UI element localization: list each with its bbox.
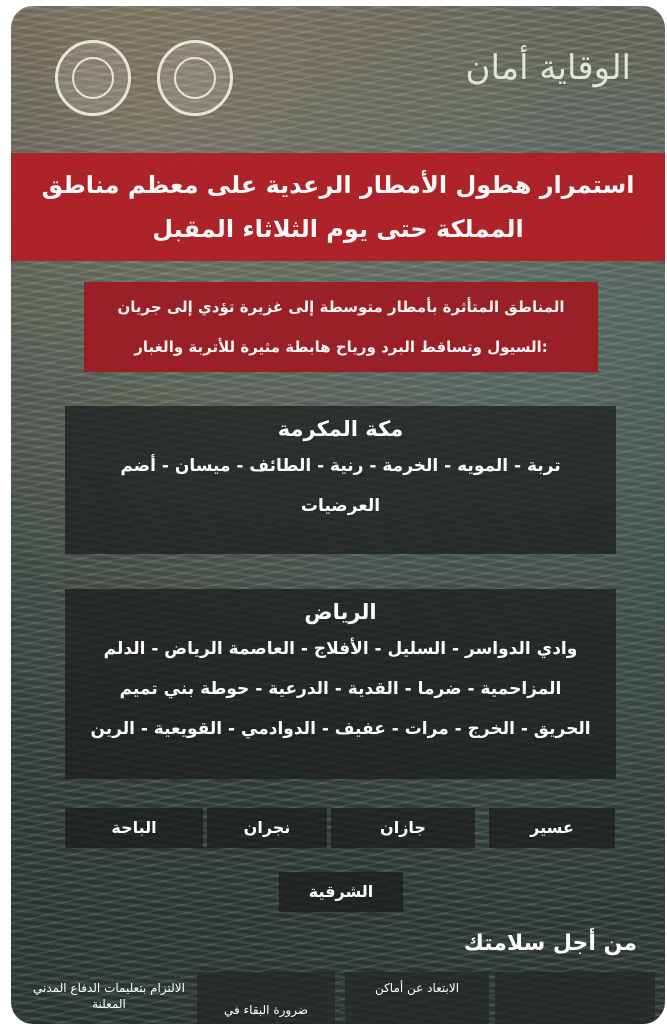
subheadline-line1: المناطق المتأثرة بأمطار متوسطة إلى غزيرة تؤدي إلى جريان xyxy=(117,298,565,316)
safety-tip: ضرورة البقاء في xyxy=(197,972,335,1024)
saudi-emblem-icon xyxy=(157,40,233,116)
safety-title: من أجل سلامتك xyxy=(463,931,637,956)
region-line: وادي الدواسر - السليل - الأفلاج - العاصمة الرياض - الدلم xyxy=(103,639,578,659)
safety-tip xyxy=(495,972,655,1024)
safety-tip: الالتزام بتعليمات الدفاع المدني المعلنة xyxy=(33,981,185,1011)
region-line: تربة - المويه - الخرمة - رنية - الطائف - ميسان - أضم xyxy=(120,456,561,476)
brand-logo: الوقاية أمان xyxy=(465,48,631,88)
subheadline-line2: السيول وتساقط البرد ورياح هابطة مثيرة للأتربة والغبار: xyxy=(134,338,548,356)
region-chip-eastern: الشرقية xyxy=(279,872,403,912)
alert-card xyxy=(11,6,665,1024)
region-line: العرضيات xyxy=(300,496,381,516)
region-chip-asir: عسير xyxy=(489,808,615,848)
headline-line1: استمرار هطول الأمطار الرعدية على معظم مناطق xyxy=(41,171,635,199)
headline-line2: المملكة حتى يوم الثلاثاء المقبل xyxy=(152,215,524,243)
civil-defense-emblem-icon xyxy=(55,40,131,116)
region-line: المزاحمية - ضرما - القدية - الدرعية - حوطة بني تميم xyxy=(119,679,562,699)
headline-banner xyxy=(11,153,665,261)
region-title: الرياض xyxy=(304,600,377,624)
region-chip-najran: نجران xyxy=(207,808,327,848)
region-riyadh xyxy=(65,589,616,779)
safety-tip: الابتعاد عن أماكن xyxy=(345,972,489,1024)
region-title: مكة المكرمة xyxy=(277,417,404,441)
region-makkah xyxy=(65,406,616,554)
region-chip-albaha: الباحة xyxy=(65,808,203,848)
region-line: الحريق - الخرج - مرات - عفيف - الدوادمي - القويعية - الرين xyxy=(90,719,591,739)
subheadline-banner xyxy=(84,282,598,372)
region-chip-jazan: جازان xyxy=(331,808,475,848)
